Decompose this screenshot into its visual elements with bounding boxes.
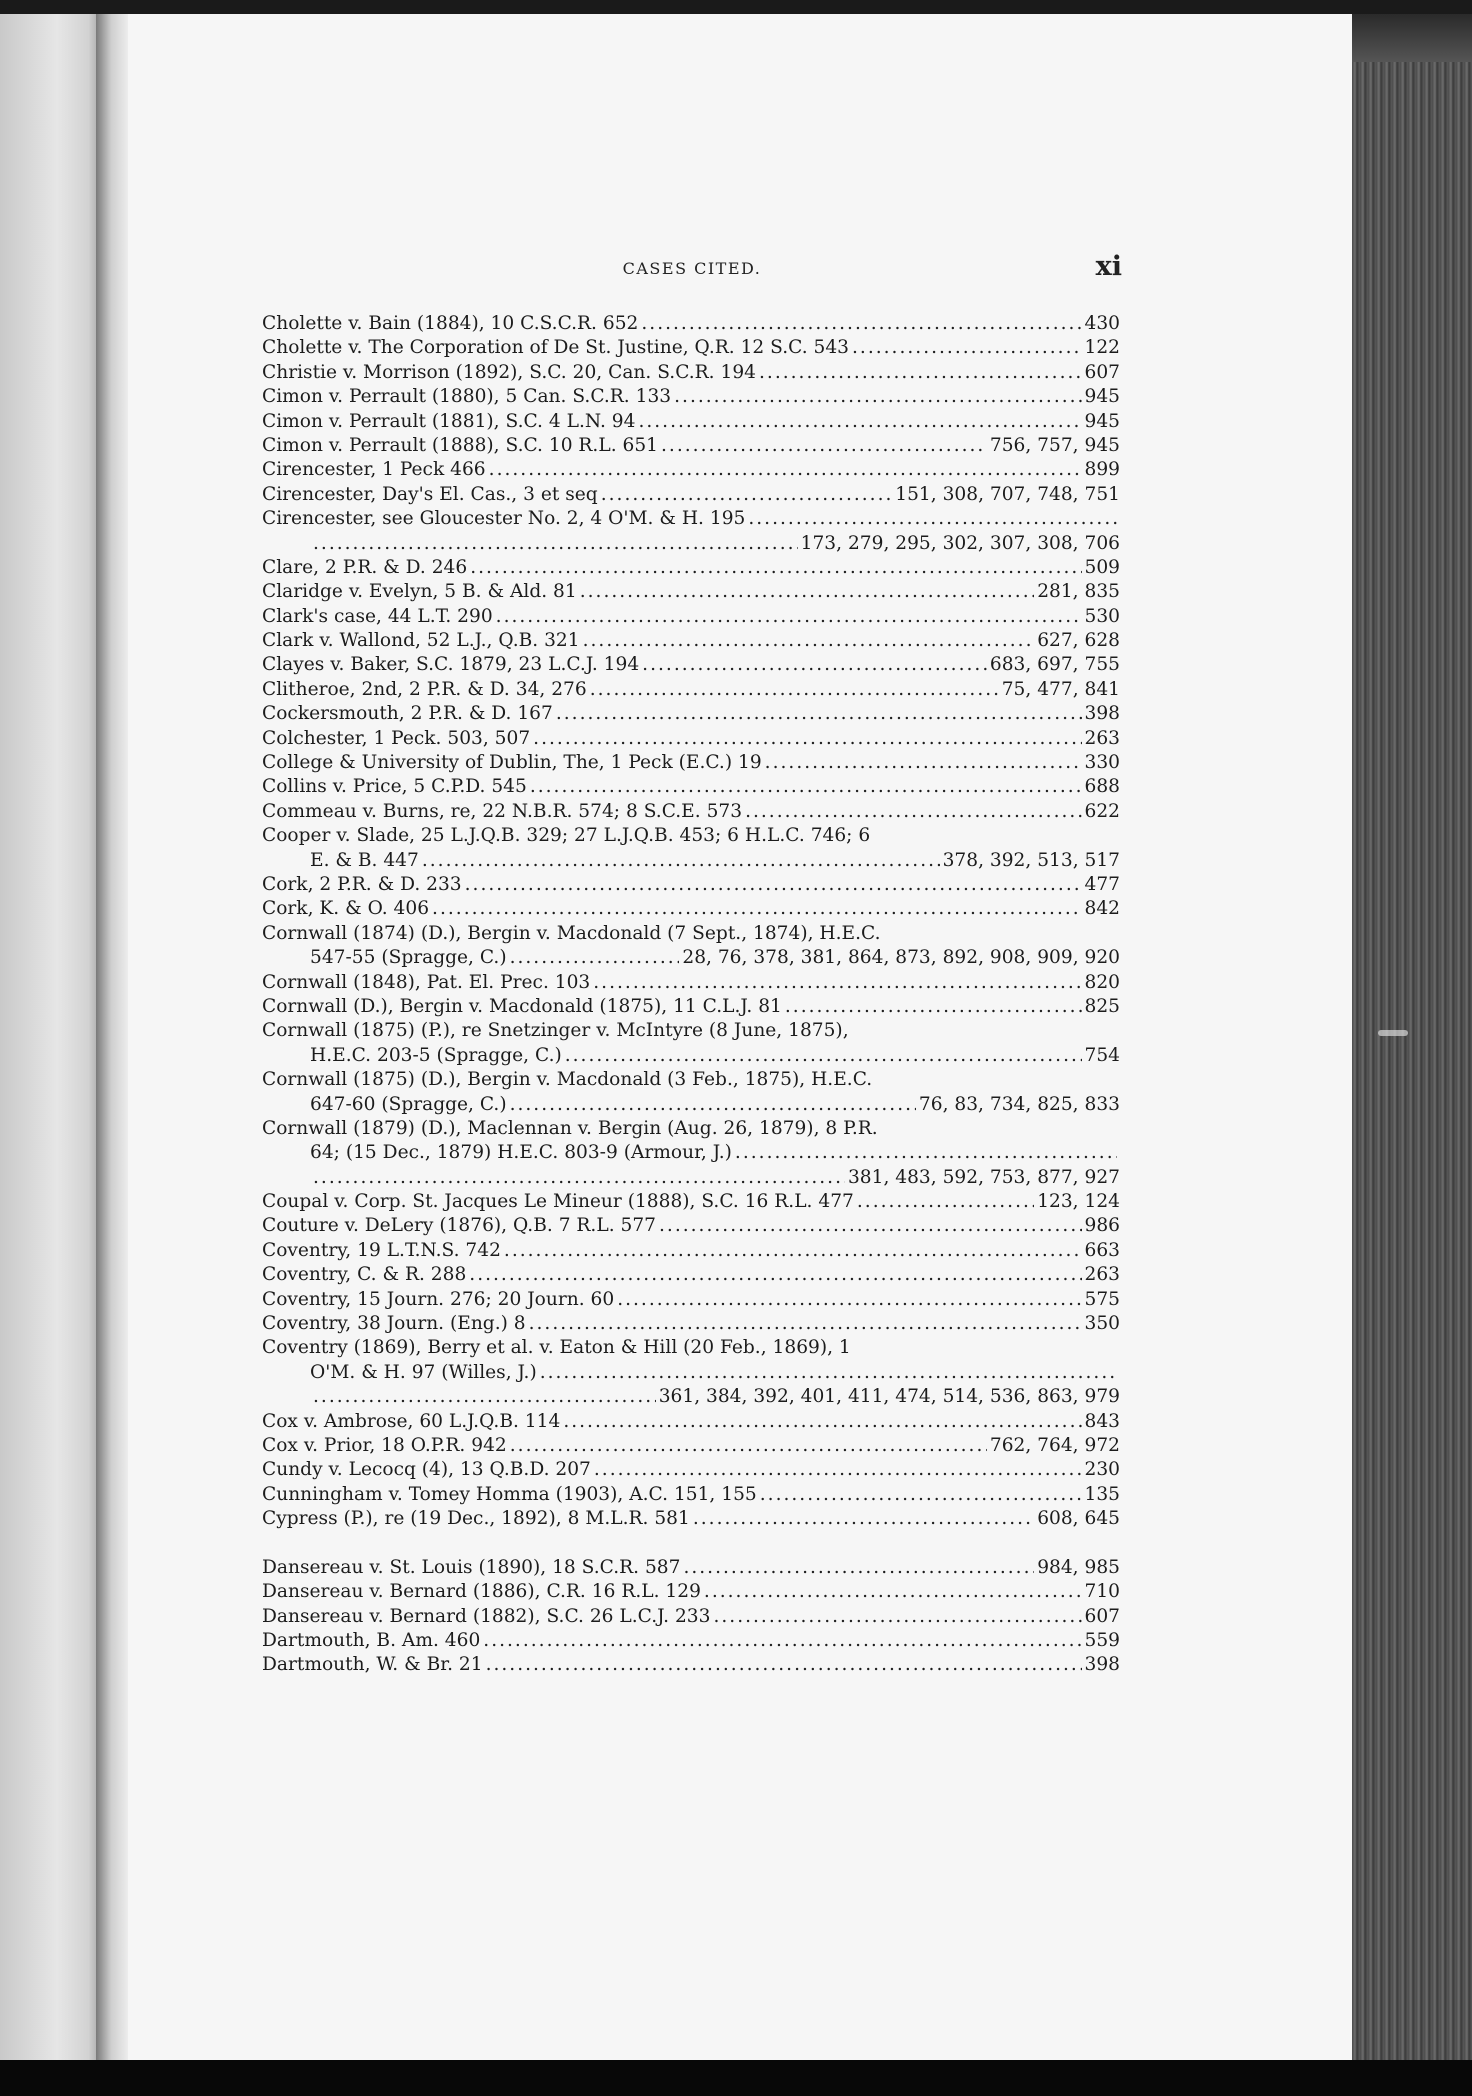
- case-entry-line: [262, 897, 1120, 921]
- page-references: 627, 628: [1037, 630, 1120, 652]
- case-citation: Coventry (1869), Berry et al. v. Eaton & Hill (20 Feb., 1869), 1: [262, 1337, 851, 1359]
- dot-leader: [661, 434, 987, 458]
- dot-leader: [563, 1410, 1081, 1434]
- case-entry-line: [262, 1605, 1120, 1629]
- page-references: 843: [1084, 1410, 1120, 1432]
- case-entry-line: [262, 483, 1120, 507]
- dot-leader: [759, 361, 1082, 385]
- page-references: 663: [1084, 1239, 1120, 1261]
- case-entry-line: [262, 1019, 1120, 1043]
- case-entry-line: [262, 580, 1120, 604]
- page-references: 281, 835: [1037, 581, 1120, 603]
- section-gap: [262, 1532, 1120, 1556]
- case-citation: Dansereau v. St. Louis (1890), 18 S.C.R. 587: [262, 1556, 681, 1578]
- edge-mark: [1378, 1030, 1408, 1036]
- case-entry-line: [262, 1458, 1120, 1482]
- dot-leader: [617, 1288, 1081, 1312]
- case-entry-line: [262, 1166, 1120, 1190]
- page-references: 575: [1084, 1288, 1120, 1310]
- case-entry-line: [262, 532, 1120, 556]
- case-entry-line: [262, 678, 1120, 702]
- case-citation: Colchester, 1 Peck. 503, 507: [262, 727, 531, 749]
- page-references: 122: [1084, 337, 1120, 359]
- case-citation: Cirencester, 1 Peck 466: [262, 459, 486, 481]
- case-citation: Cundy v. Lecocq (4), 13 Q.B.D. 207: [262, 1459, 591, 1481]
- page-references: 984, 985: [1037, 1556, 1120, 1578]
- dot-leader: [641, 312, 1081, 336]
- dot-leader: [483, 1629, 1081, 1653]
- case-entry-line: [262, 312, 1120, 336]
- page-references: 350: [1084, 1313, 1120, 1335]
- case-citation: Clark v. Wallond, 52 L.J., Q.B. 321: [262, 630, 580, 652]
- case-entry-line: [262, 605, 1120, 629]
- page-references: 825: [1084, 995, 1120, 1017]
- page-references: 76, 83, 734, 825, 833: [918, 1093, 1120, 1115]
- case-entry-line: [262, 1653, 1120, 1677]
- page-references: 151, 308, 707, 748, 751: [895, 483, 1120, 505]
- case-citation: Coventry, 15 Journ. 276; 20 Journ. 60: [262, 1288, 615, 1310]
- facing-page-edge: [0, 14, 104, 2060]
- dot-leader: [422, 849, 940, 873]
- case-citation: 647-60 (Spragge, C.): [310, 1093, 507, 1115]
- dot-leader: [489, 458, 1082, 482]
- page-references: 688: [1084, 776, 1120, 798]
- case-entry-line: [262, 1117, 1120, 1141]
- dot-leader: [735, 1141, 1117, 1165]
- page-references: 398: [1084, 703, 1120, 725]
- case-entry-line: [262, 922, 1120, 946]
- dot-leader: [693, 1507, 1034, 1531]
- running-title: CASES CITED.: [622, 259, 762, 278]
- case-citation: Cork, 2 P.R. & D. 233: [262, 873, 462, 895]
- case-citation: Dartmouth, B. Am. 460: [262, 1630, 481, 1652]
- dot-leader: [432, 897, 1081, 921]
- case-entry-line: [262, 727, 1120, 751]
- dot-leader: [590, 678, 999, 702]
- case-entry-line: [262, 1629, 1120, 1653]
- dot-leader: [510, 946, 680, 970]
- case-entry-line: [262, 1483, 1120, 1507]
- dot-leader: [529, 1312, 1082, 1336]
- case-entry-line: [262, 751, 1120, 775]
- case-entry-line: [262, 1093, 1120, 1117]
- case-citation: Cholette v. Bain (1884), 10 C.S.C.R. 652: [262, 313, 639, 334]
- page-references: 330: [1084, 752, 1120, 774]
- case-citation: Commeau v. Burns, re, 22 N.B.R. 574; 8 S.C.E. 573: [262, 800, 743, 822]
- case-entry-line: [262, 1288, 1120, 1312]
- page-number: xi: [1095, 251, 1122, 282]
- case-entry-line: [262, 1434, 1120, 1458]
- case-entry-line: [262, 458, 1120, 482]
- case-entry-line: [262, 653, 1120, 677]
- case-citation: Cornwall (1874) (D.), Bergin v. Macdonald (7 Sept., 1874), H.E.C.: [262, 922, 881, 944]
- dot-leader: [593, 971, 1081, 995]
- page-references: 842: [1084, 898, 1120, 920]
- dot-leader: [704, 1580, 1082, 1604]
- case-citation: Coventry, C. & R. 288: [262, 1264, 467, 1286]
- case-citation: College & University of Dublin, The, 1 Peck (E.C.) 19: [262, 752, 762, 774]
- case-citation: O'M. & H. 97 (Willes, J.): [310, 1361, 537, 1383]
- page-references: 899: [1084, 459, 1120, 481]
- dot-leader: [465, 873, 1082, 897]
- dot-leader: [601, 483, 893, 507]
- dot-leader: [785, 995, 1082, 1019]
- dot-leader: [674, 385, 1081, 409]
- dot-leader: [857, 1190, 1034, 1214]
- case-entry-line: [262, 1361, 1120, 1385]
- case-citation: H.E.C. 203-5 (Spragge, C.): [310, 1044, 562, 1066]
- page-references: 230: [1084, 1459, 1120, 1481]
- dot-leader: [638, 410, 1081, 434]
- case-entry-line: [262, 410, 1120, 434]
- cases-cited-list: [262, 312, 1120, 1678]
- case-citation: Cornwall (1879) (D.), Maclennan v. Bergin (Aug. 26, 1879), 8 P.R.: [262, 1117, 878, 1139]
- dot-leader: [852, 336, 1082, 360]
- dot-leader: [748, 507, 1117, 531]
- case-entry-line: [262, 702, 1120, 726]
- case-entry-line: [262, 1410, 1120, 1434]
- page-references: 622: [1084, 800, 1120, 822]
- case-citation: Couture v. DeLery (1876), Q.B. 7 R.L. 577: [262, 1215, 656, 1237]
- case-citation: Cornwall (1875) (P.), re Snetzinger v. McIntyre (8 June, 1875),: [262, 1020, 849, 1042]
- page-references: 530: [1084, 605, 1120, 627]
- dot-leader: [469, 1263, 1081, 1287]
- case-citation: Clare, 2 P.R. & D. 246: [262, 556, 468, 578]
- page-references: 430: [1084, 313, 1120, 334]
- case-entry-line: [262, 824, 1120, 848]
- case-entry-line: [262, 1214, 1120, 1238]
- case-entry-line: [262, 336, 1120, 360]
- page-block-edges: [1352, 62, 1472, 2060]
- case-citation: Cox v. Ambrose, 60 L.J.Q.B. 114: [262, 1410, 561, 1432]
- page-references: 378, 392, 513, 517: [942, 849, 1120, 871]
- page-references: 945: [1084, 410, 1120, 432]
- case-citation: Coupal v. Corp. St. Jacques Le Mineur (1888), S.C. 16 R.L. 477: [262, 1191, 854, 1213]
- case-entry-line: [262, 1580, 1120, 1604]
- case-citation: Claridge v. Evelyn, 5 B. & Ald. 81: [262, 581, 577, 603]
- case-entry-line: [262, 800, 1120, 824]
- page-references: 820: [1084, 971, 1120, 993]
- case-entry-line: [262, 385, 1120, 409]
- dot-leader: [583, 629, 1035, 653]
- case-citation: Dartmouth, W. & Br. 21: [262, 1654, 483, 1676]
- case-entry-line: [262, 1068, 1120, 1092]
- case-citation: Cimon v. Perrault (1881), S.C. 4 L.N. 94: [262, 410, 636, 432]
- case-entry-line: [262, 1556, 1120, 1580]
- page-references: 607: [1084, 361, 1120, 383]
- case-entry-line: [262, 946, 1120, 970]
- dot-leader: [683, 1556, 1034, 1580]
- page-references: 173, 279, 295, 302, 307, 308, 706: [800, 532, 1120, 554]
- case-entry-line: [262, 1190, 1120, 1214]
- dot-leader: [470, 556, 1081, 580]
- dot-leader: [510, 1434, 987, 1458]
- case-entry-line: [262, 971, 1120, 995]
- running-header: [262, 251, 1122, 289]
- dot-leader: [760, 1483, 1082, 1507]
- case-citation: Coventry, 38 Journ. (Eng.) 8: [262, 1313, 526, 1335]
- case-citation: Cornwall (1848), Pat. El. Prec. 103: [262, 971, 591, 993]
- page-references: 559: [1084, 1630, 1120, 1652]
- dot-leader: [765, 751, 1082, 775]
- page-references: 986: [1084, 1215, 1120, 1237]
- case-entry-line: [262, 507, 1120, 531]
- case-citation: Cimon v. Perrault (1888), S.C. 10 R.L. 651: [262, 434, 659, 456]
- case-entry-line: [262, 556, 1120, 580]
- case-citation: E. & B. 447: [310, 849, 419, 871]
- case-citation: Cypress (P.), re (19 Dec., 1892), 8 M.L.R. 581: [262, 1508, 690, 1530]
- case-citation: Clitheroe, 2nd, 2 P.R. & D. 34, 276: [262, 678, 587, 700]
- page-references: 756, 757, 945: [989, 434, 1120, 456]
- page-references: 123, 124: [1037, 1191, 1120, 1213]
- case-citation: Clark's case, 44 L.T. 290: [262, 605, 493, 627]
- dot-leader: [486, 1653, 1082, 1677]
- case-citation: Dansereau v. Bernard (1882), S.C. 26 L.C.J. 233: [262, 1605, 711, 1627]
- case-entry-line: [262, 1239, 1120, 1263]
- case-citation: Cork, K. & O. 406: [262, 898, 430, 920]
- dot-leader: [659, 1214, 1082, 1238]
- book-gutter: [96, 14, 130, 2060]
- case-citation: Christie v. Morrison (1892), S.C. 20, Can. S.C.R. 194: [262, 361, 756, 383]
- case-entry-line: [262, 1336, 1120, 1360]
- page-references: 945: [1084, 386, 1120, 408]
- case-citation: Clayes v. Baker, S.C. 1879, 23 L.C.J. 194: [262, 654, 640, 676]
- case-citation: Cockersmouth, 2 P.R. & D. 167: [262, 703, 553, 725]
- case-entry-line: [262, 995, 1120, 1019]
- case-citation: 547-55 (Spragge, C.): [310, 947, 507, 969]
- case-entry-line: [262, 1507, 1120, 1531]
- case-entry-line: [262, 1263, 1120, 1287]
- case-citation: Cox v. Prior, 18 O.P.R. 942: [262, 1434, 507, 1456]
- page-references: 75, 477, 841: [1001, 678, 1120, 700]
- dot-leader: [580, 580, 1034, 604]
- dot-leader: [745, 800, 1081, 824]
- case-entry-line: [262, 361, 1120, 385]
- dot-leader: [530, 775, 1082, 799]
- case-entry-line: [262, 873, 1120, 897]
- case-entry-line: [262, 629, 1120, 653]
- page-references: 381, 483, 592, 753, 877, 927: [847, 1166, 1120, 1188]
- case-citation: Cornwall (D.), Bergin v. Macdonald (1875), 11 C.L.J. 81: [262, 995, 782, 1017]
- case-citation: Cimon v. Perrault (1880), 5 Can. S.C.R. 133: [262, 386, 672, 408]
- page-references: 135: [1084, 1483, 1120, 1505]
- case-citation: Cunningham v. Tomey Homma (1903), A.C. 151, 155: [262, 1483, 757, 1505]
- dot-leader: [504, 1239, 1082, 1263]
- page-references: 263: [1084, 1264, 1120, 1286]
- case-citation: Cirencester, see Gloucester No. 2, 4 O'M. & H. 195: [262, 508, 746, 530]
- dot-leader: [642, 653, 987, 677]
- page-references: 28, 76, 378, 381, 864, 873, 892, 908, 909, 920: [682, 947, 1120, 969]
- scan-bottom-border: [0, 2060, 1472, 2096]
- case-entry-line: [262, 434, 1120, 458]
- page-references: 263: [1084, 727, 1120, 749]
- page-references: 683, 697, 755: [989, 654, 1120, 676]
- dot-leader: [510, 1093, 916, 1117]
- dot-leader: [496, 605, 1082, 629]
- dot-leader: [556, 702, 1082, 726]
- case-citation: Collins v. Price, 5 C.P.D. 545: [262, 776, 527, 798]
- dot-leader: [313, 1166, 845, 1190]
- page-references: 509: [1084, 556, 1120, 578]
- page-references: 754: [1084, 1044, 1120, 1066]
- dot-leader: [533, 727, 1081, 751]
- page-references: 710: [1084, 1581, 1120, 1603]
- case-entry-line: [262, 849, 1120, 873]
- case-entry-line: [262, 1044, 1120, 1068]
- case-citation: Coventry, 19 L.T.N.S. 742: [262, 1239, 501, 1261]
- page-references: 361, 384, 392, 401, 411, 474, 514, 536, 863, 979: [658, 1386, 1120, 1408]
- dot-leader: [540, 1361, 1117, 1385]
- case-entry-line: [262, 1141, 1120, 1165]
- case-citation: Dansereau v. Bernard (1886), C.R. 16 R.L. 129: [262, 1581, 701, 1603]
- page-references: 762, 764, 972: [989, 1434, 1120, 1456]
- case-entry-line: [262, 1312, 1120, 1336]
- page-references: 608, 645: [1037, 1508, 1120, 1530]
- case-citation: Cornwall (1875) (D.), Bergin v. Macdonald (3 Feb., 1875), H.E.C.: [262, 1069, 873, 1091]
- case-entry-line: [262, 1385, 1120, 1409]
- case-citation: 64; (15 Dec., 1879) H.E.C. 803-9 (Armour, J.): [310, 1142, 732, 1164]
- case-citation: Cholette v. The Corporation of De St. Justine, Q.R. 12 S.C. 543: [262, 337, 849, 359]
- dot-leader: [594, 1458, 1082, 1482]
- page-references: 477: [1084, 873, 1120, 895]
- dot-leader: [713, 1605, 1081, 1629]
- case-citation: Cooper v. Slade, 25 L.J.Q.B. 329; 27 L.J.Q.B. 453; 6 H.L.C. 746; 6: [262, 825, 871, 847]
- page-references: 607: [1084, 1605, 1120, 1627]
- case-entry-line: [262, 775, 1120, 799]
- dot-leader: [313, 1385, 656, 1409]
- dot-leader: [313, 532, 798, 556]
- dot-leader: [565, 1044, 1082, 1068]
- page-references: 398: [1084, 1654, 1120, 1676]
- case-citation: Cirencester, Day's El. Cas., 3 et seq: [262, 483, 598, 505]
